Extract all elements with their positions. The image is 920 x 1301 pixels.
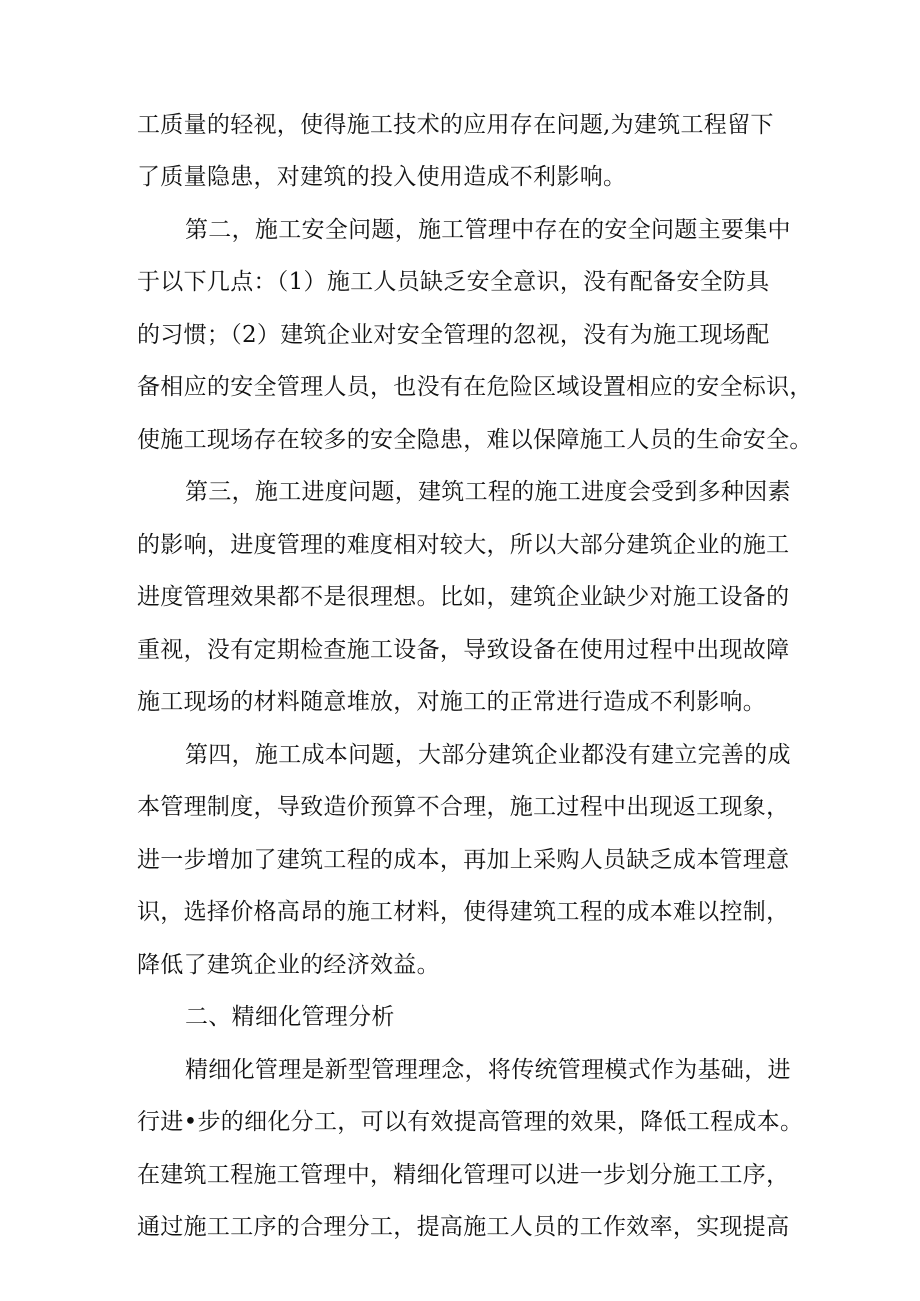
text-line: 的习惯；（2）建筑企业对安全管理的忽视，没有为施工现场配 <box>137 322 770 348</box>
text-line: 行进•步的细化分工，可以有效提高管理的效果，降低工程成本。 <box>137 1109 804 1135</box>
text-line: 进度管理效果都不是很理想。比如，建筑企业缺少对施工设备的 <box>137 584 790 610</box>
text-line: 降低了建筑企业的经济效益。 <box>137 952 440 978</box>
text-line: 第三，施工进度问题，建筑工程的施工进度会受到多种因素 <box>185 479 791 505</box>
text-line: 工质量的轻视，使得施工技术的应用存在问题,为建筑工程留下 <box>137 112 774 138</box>
text-line: 使施工现场存在较多的安全隐患，难以保障施工人员的生命安全。 <box>137 427 813 453</box>
text-line: 通过施工工序的合理分工，提高施工人员的工作效率，实现提高 <box>137 1214 790 1240</box>
text-line: 重视，没有定期检查施工设备，导致设备在使用过程中出现故障 <box>137 637 790 663</box>
text-line: 的影响，进度管理的难度相对较大，所以大部分建筑企业的施工 <box>137 532 790 558</box>
text-line: 备相应的安全管理人员，也没有在危险区域设置相应的安全标识， <box>137 374 813 400</box>
text-line: 进一步增加了建筑工程的成本，再加上采购人员缺乏成本管理意 <box>137 847 790 873</box>
text-line: 本管理制度，导致造价预算不合理，施工过程中出现返工现象， <box>137 794 790 820</box>
text-line: 精细化管理是新型管理理念，将传统管理模式作为基础，进 <box>185 1057 791 1083</box>
text-line: 于以下几点：（1）施工人员缺乏安全意识，没有配备安全防具 <box>137 269 770 295</box>
text-line: 第二，施工安全问题，施工管理中存在的安全问题主要集中 <box>185 217 791 243</box>
text-line: 了质量隐患，对建筑的投入使用造成不利影响。 <box>137 164 627 190</box>
text-line: 施工现场的材料随意堆放，对施工的正常进行造成不利影响。 <box>137 689 767 715</box>
text-line: 在建筑工程施工管理中，精细化管理可以进一步划分施工工序， <box>137 1162 790 1188</box>
heading-text: 二、精细化管理分析 <box>185 1004 395 1030</box>
text-line: 第四，施工成本问题，大部分建筑企业都没有建立完善的成 <box>185 742 791 768</box>
text-line: 识，选择价格高昂的施工材料，使得建筑工程的成本难以控制， <box>137 899 790 925</box>
